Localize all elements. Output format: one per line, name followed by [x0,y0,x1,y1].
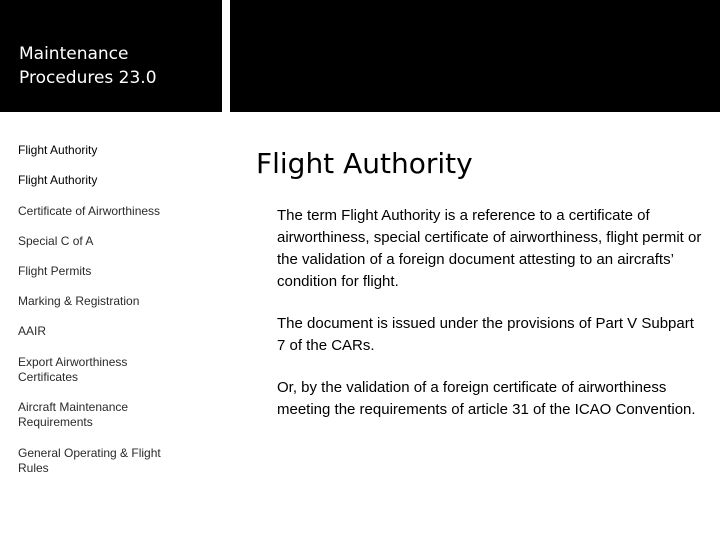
bullet-text: Or, by the validation of a foreign certificate of airworthiness meeting the requirements of article 31 of the ICAO Convention. [277,379,696,418]
sidebar-item-aair[interactable]: AAIR [18,324,47,338]
bullet-item [254,205,704,293]
sidebar-item-general-operating-flight-rules[interactable]: General Operating & Flight Rules [18,446,161,475]
sidebar-item-certificate-of-airworthiness[interactable]: Certificate of Airworthiness [18,204,161,218]
sidebar-item-export-airworthiness-certificates[interactable]: Export Airworthiness Certificates [18,355,128,384]
bullet-item [254,313,704,357]
slide-heading [254,146,473,185]
slide-heading-text: Flight Authority [256,147,473,180]
presentation-title: Maintenance Procedures 23.0 [19,44,157,88]
bullet-text: The term Flight Authority is a reference to a certificate of airworthiness, special certificate of airworthiness, flight permit or the validation of a foreign document attesting to an aircrafts’ condition for flight. [277,207,702,290]
sidebar-item-aircraft-maintenance-requirements[interactable]: Aircraft Maintenance Requirements [18,400,129,429]
sidebar-item-flight-authority[interactable]: Flight Authority [18,173,98,187]
bullet-text: The document is issued under the provisions of Part V Subpart 7 of the CARs. [277,315,694,354]
sidebar-item-marking-registration[interactable]: Marking & Registration [18,294,140,308]
sidebar-item-flight-permits[interactable]: Flight Permits [18,264,92,278]
bullet-item [254,377,704,421]
header-bar [230,0,720,112]
title-panel [0,0,222,112]
sidebar-item-special-c-of-a[interactable]: Special C of A [18,234,94,248]
sidebar-item-flight-authority-heading[interactable]: Flight Authority [18,143,98,157]
